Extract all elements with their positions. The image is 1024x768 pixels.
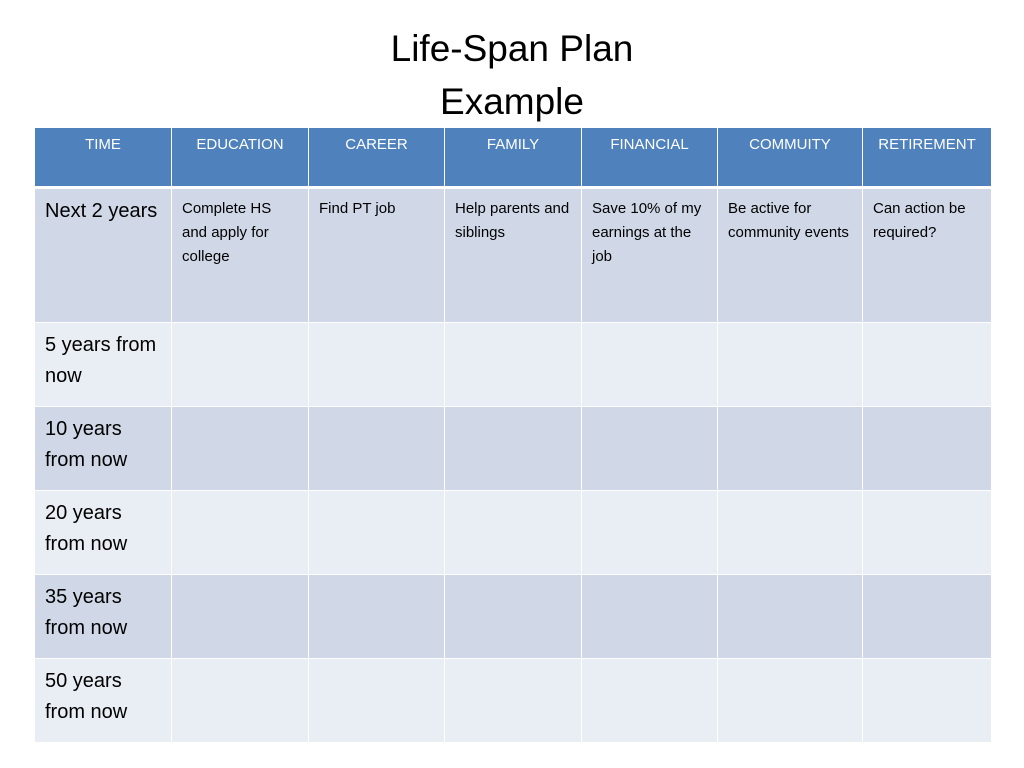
retirement-cell: [863, 491, 992, 575]
title-line-1: Life-Span Plan: [390, 28, 634, 69]
time-cell: 50 years from now: [35, 659, 172, 743]
family-cell: Help parents and siblings: [445, 188, 582, 323]
table-row: [35, 491, 992, 575]
career-cell: [309, 491, 445, 575]
retirement-cell: [863, 575, 992, 659]
life-span-plan-table: [34, 127, 992, 743]
career-cell: [309, 575, 445, 659]
header-time: TIME: [35, 128, 172, 188]
title-line-2: Example: [440, 81, 584, 122]
financial-cell: [582, 407, 718, 491]
education-cell: [172, 575, 309, 659]
time-cell: Next 2 years: [35, 188, 172, 323]
career-cell: [309, 407, 445, 491]
community-cell: [718, 323, 863, 407]
career-cell: [309, 323, 445, 407]
retirement-cell: [863, 659, 992, 743]
table-row: [35, 575, 992, 659]
header-community: COMMUITY: [718, 128, 863, 188]
time-cell: 35 years from now: [35, 575, 172, 659]
table-header-row: [35, 128, 992, 188]
time-cell: 5 years from now: [35, 323, 172, 407]
table-row: [35, 407, 992, 491]
time-cell: 10 years from now: [35, 407, 172, 491]
retirement-cell: [863, 407, 992, 491]
header-education: EDUCATION: [172, 128, 309, 188]
financial-cell: [582, 491, 718, 575]
community-cell: [718, 407, 863, 491]
career-cell: Find PT job: [309, 188, 445, 323]
retirement-cell: [863, 323, 992, 407]
community-cell: [718, 659, 863, 743]
community-cell: Be active for community events: [718, 188, 863, 323]
family-cell: [445, 575, 582, 659]
education-cell: [172, 491, 309, 575]
table-row: [35, 323, 992, 407]
table-row: [35, 659, 992, 743]
community-cell: [718, 575, 863, 659]
header-career: CAREER: [309, 128, 445, 188]
retirement-cell: Can action be required?: [863, 188, 992, 323]
header-financial: FINANCIAL: [582, 128, 718, 188]
family-cell: [445, 659, 582, 743]
family-cell: [445, 323, 582, 407]
education-cell: [172, 323, 309, 407]
community-cell: [718, 491, 863, 575]
header-retirement: RETIREMENT: [863, 128, 992, 188]
time-cell: 20 years from now: [35, 491, 172, 575]
family-cell: [445, 491, 582, 575]
table-row: [35, 188, 992, 323]
family-cell: [445, 407, 582, 491]
financial-cell: Save 10% of my earnings at the job: [582, 188, 718, 323]
career-cell: [309, 659, 445, 743]
page-title: [0, 22, 1024, 128]
header-family: FAMILY: [445, 128, 582, 188]
financial-cell: [582, 575, 718, 659]
financial-cell: [582, 323, 718, 407]
financial-cell: [582, 659, 718, 743]
education-cell: [172, 659, 309, 743]
education-cell: [172, 407, 309, 491]
education-cell: Complete HS and apply for college: [172, 188, 309, 323]
